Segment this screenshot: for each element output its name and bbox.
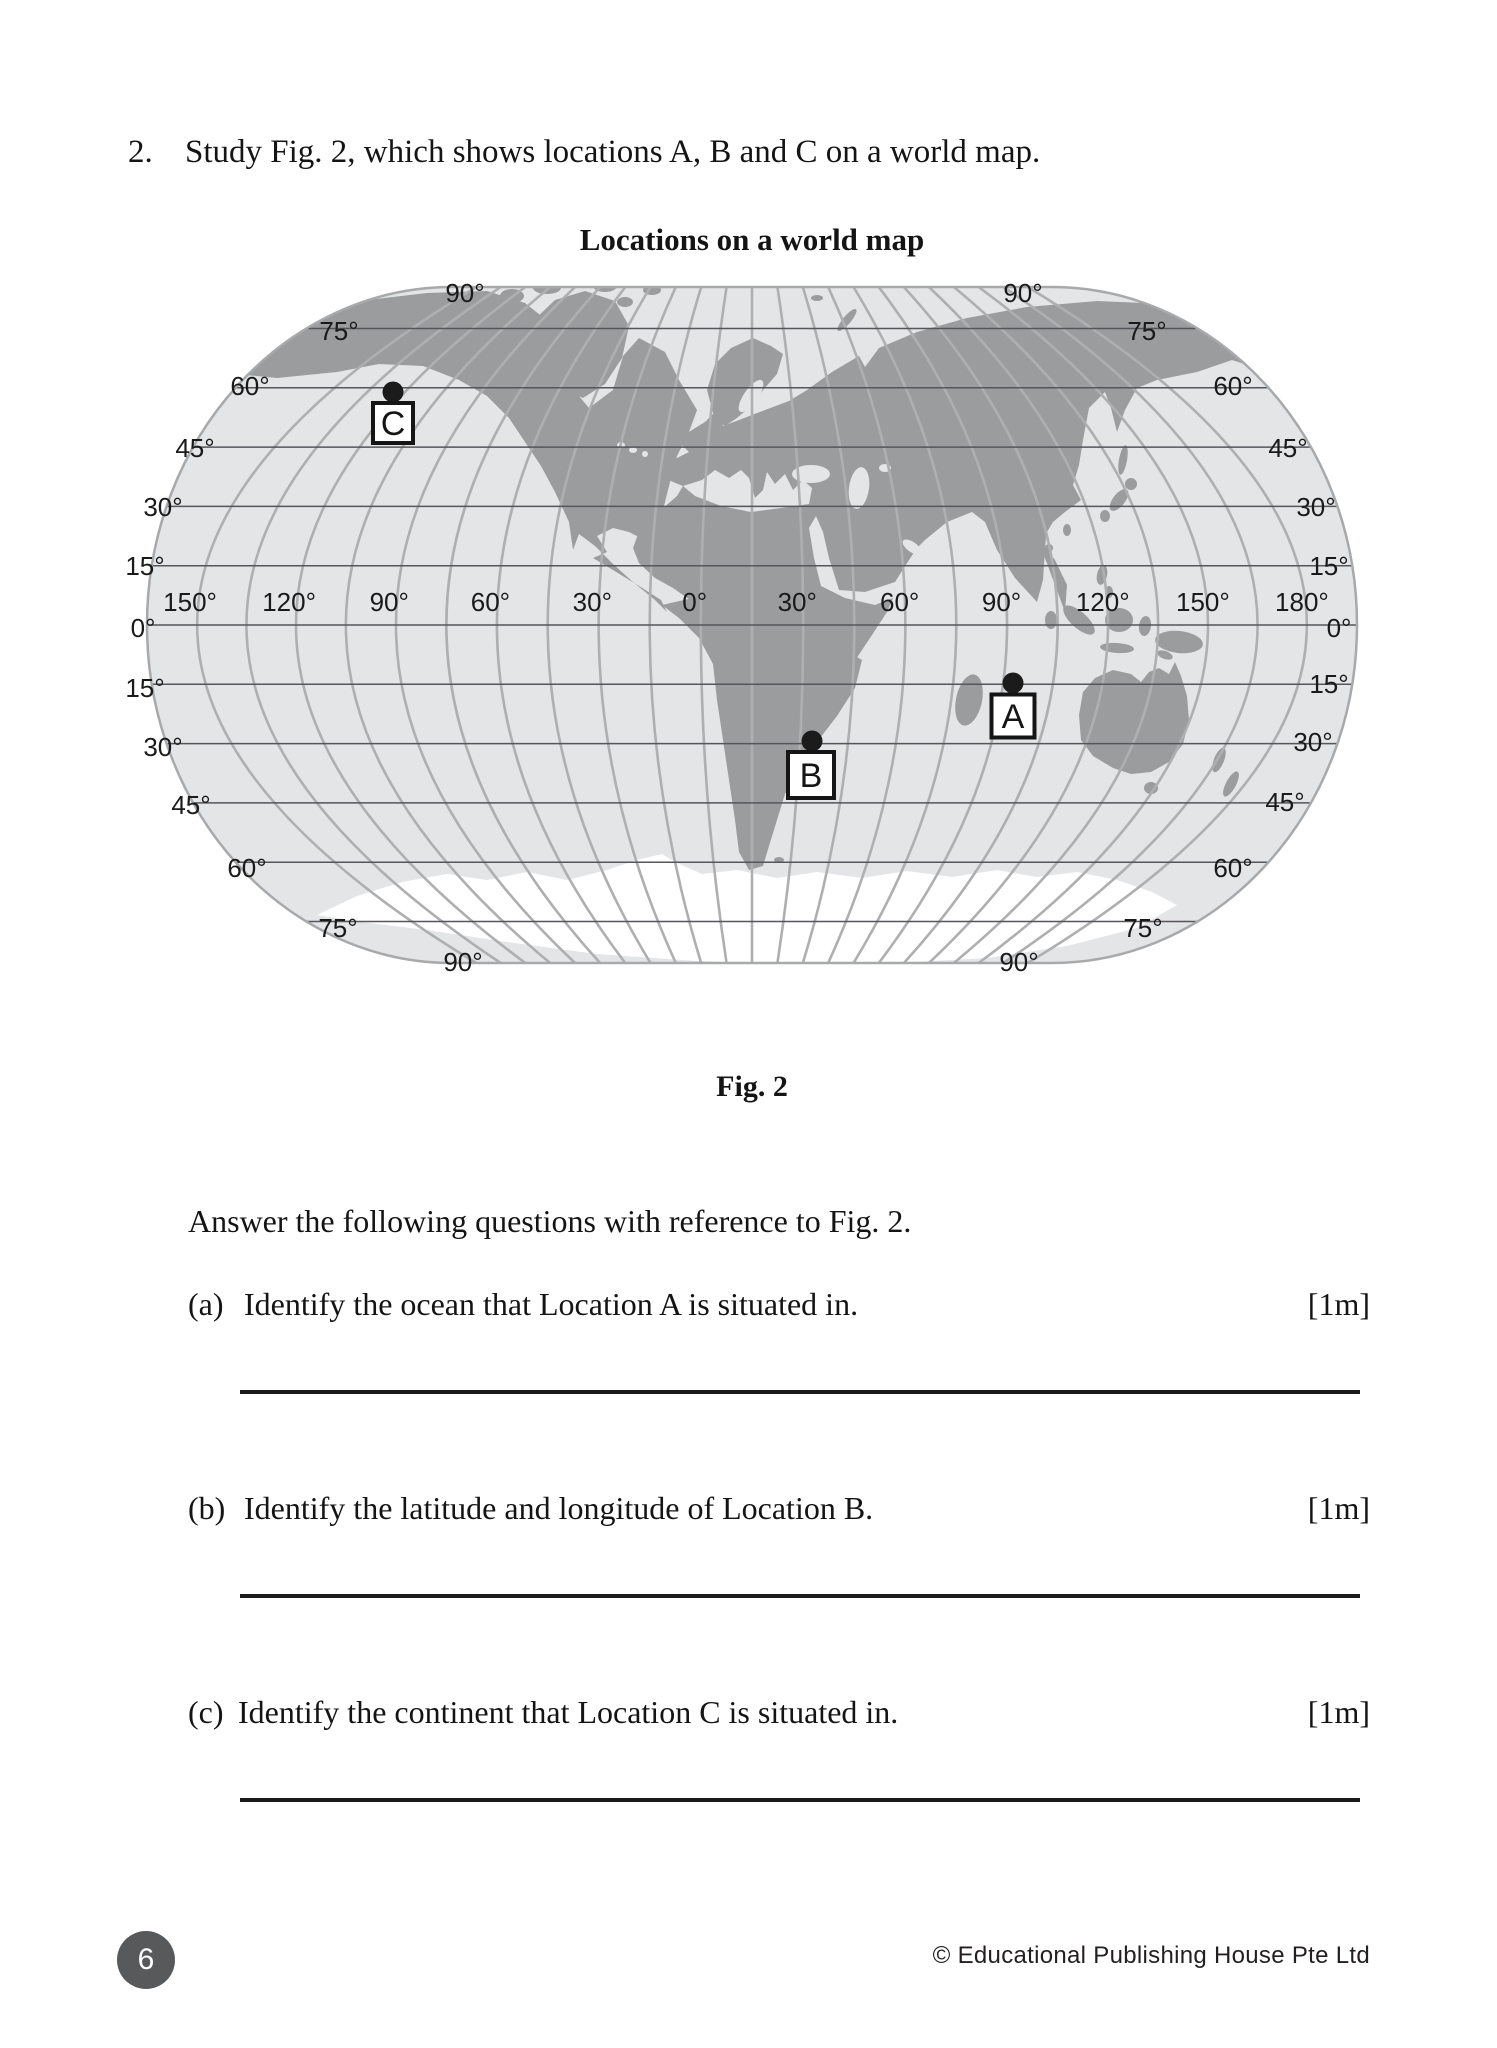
- marker-letter-B: B: [799, 757, 823, 795]
- question-a-marks: [1m]: [1307, 1286, 1370, 1322]
- copyright-text: © Educational Publishing House Pte Ltd: [932, 1942, 1370, 1969]
- latitude-label-left-6: 0°: [130, 613, 156, 643]
- question-c: [188, 1694, 1370, 1731]
- longitude-label-9: 120°: [1075, 587, 1130, 617]
- latitude-label-left-8: 30°: [143, 732, 183, 762]
- longitude-label-3: 60°: [470, 587, 511, 617]
- latitude-label-right-8: 30°: [1293, 727, 1333, 757]
- latitude-label-right-9: 45°: [1265, 787, 1305, 817]
- longitude-label-6: 30°: [777, 587, 817, 617]
- question-2: [128, 134, 1388, 171]
- great-lakes: [629, 447, 637, 453]
- question-number: 2.: [128, 134, 153, 170]
- latitude-label-right-1: 75°: [1127, 316, 1167, 346]
- arctic-island: [617, 297, 633, 307]
- latitude-label-left-12: 90°: [443, 947, 483, 977]
- latitude-label-right-11: 75°: [1123, 913, 1163, 943]
- marker-dot-B: [802, 731, 823, 752]
- question-c-label: (c): [188, 1694, 224, 1730]
- taiwan: [1063, 524, 1071, 536]
- great-lakes: [642, 451, 648, 457]
- question-text: Study Fig. 2, which shows locations A, B and C on a world map.: [185, 134, 1041, 170]
- marker-letter-A: A: [1001, 698, 1025, 736]
- latitude-label-left-3: 45°: [175, 433, 215, 463]
- japan-hokkaido: [1125, 478, 1137, 490]
- longitude-label-7: 60°: [879, 587, 920, 617]
- latitude-label-right-7: 15°: [1309, 669, 1349, 699]
- longitude-label-4: 30°: [572, 587, 613, 617]
- longitude-label-1: 120°: [262, 587, 316, 617]
- marker-letter-C: C: [380, 405, 406, 443]
- longitude-label-8: 90°: [981, 587, 1022, 617]
- latitude-label-right-5: 15°: [1309, 551, 1349, 581]
- answer-line-b: [240, 1594, 1360, 1598]
- latitude-label-right-2: 60°: [1213, 371, 1253, 401]
- question-a: [188, 1286, 1370, 1323]
- longitude-label-0: 150°: [163, 587, 217, 617]
- latitude-label-right-10: 60°: [1213, 853, 1253, 883]
- latitude-label-right-3: 45°: [1268, 433, 1308, 463]
- marker-dot-C: [383, 382, 404, 403]
- latitude-label-right-0: 90°: [1003, 278, 1043, 308]
- japan-kyushu: [1100, 510, 1110, 522]
- page-number-badge: 6: [117, 1931, 175, 1989]
- figure-title: Locations on a world map: [579, 222, 925, 257]
- answer-line-c: [240, 1798, 1360, 1802]
- answer-line-a: [240, 1390, 1360, 1394]
- latitude-label-left-1: 75°: [319, 316, 359, 346]
- latitude-label-left-10: 60°: [227, 853, 267, 883]
- figure-caption: Fig. 2: [716, 1070, 788, 1103]
- latitude-label-left-7: 15°: [125, 673, 165, 703]
- question-b-marks: [1m]: [1307, 1490, 1370, 1526]
- instruction-text: Answer the following questions with reference to Fig. 2.: [188, 1203, 912, 1239]
- question-b-text: Identify the latitude and longitude of Location B.: [244, 1490, 874, 1526]
- sri-lanka: [1045, 611, 1057, 629]
- question-c-marks: [1m]: [1307, 1694, 1370, 1730]
- question-b-label: (b): [188, 1490, 226, 1526]
- question-b: [188, 1490, 1370, 1527]
- latitude-label-left-11: 75°: [318, 913, 358, 943]
- longitude-label-11: 180°: [1275, 587, 1329, 617]
- longitude-label-5: 0°: [682, 587, 708, 617]
- question-a-text: Identify the ocean that Location A is situated in.: [244, 1286, 859, 1322]
- longitude-label-10: 150°: [1176, 587, 1230, 617]
- latitude-label-left-9: 45°: [171, 790, 211, 820]
- longitude-label-2: 90°: [369, 587, 409, 617]
- svalbard: [811, 295, 823, 301]
- world-map-figure: [117, 260, 1387, 990]
- latitude-label-left-5: 15°: [125, 551, 165, 581]
- latitude-label-left-4: 30°: [143, 492, 183, 522]
- latitude-label-right-12: 90°: [999, 947, 1039, 977]
- latitude-label-right-6: 0°: [1326, 613, 1352, 643]
- latitude-label-left-0: 90°: [445, 278, 485, 308]
- marker-dot-A: [1003, 673, 1024, 694]
- question-a-label: (a): [188, 1286, 224, 1322]
- latitude-label-right-4: 30°: [1296, 492, 1336, 522]
- latitude-label-left-2: 60°: [230, 371, 270, 401]
- question-c-text: Identify the continent that Location C is situated in.: [238, 1694, 899, 1730]
